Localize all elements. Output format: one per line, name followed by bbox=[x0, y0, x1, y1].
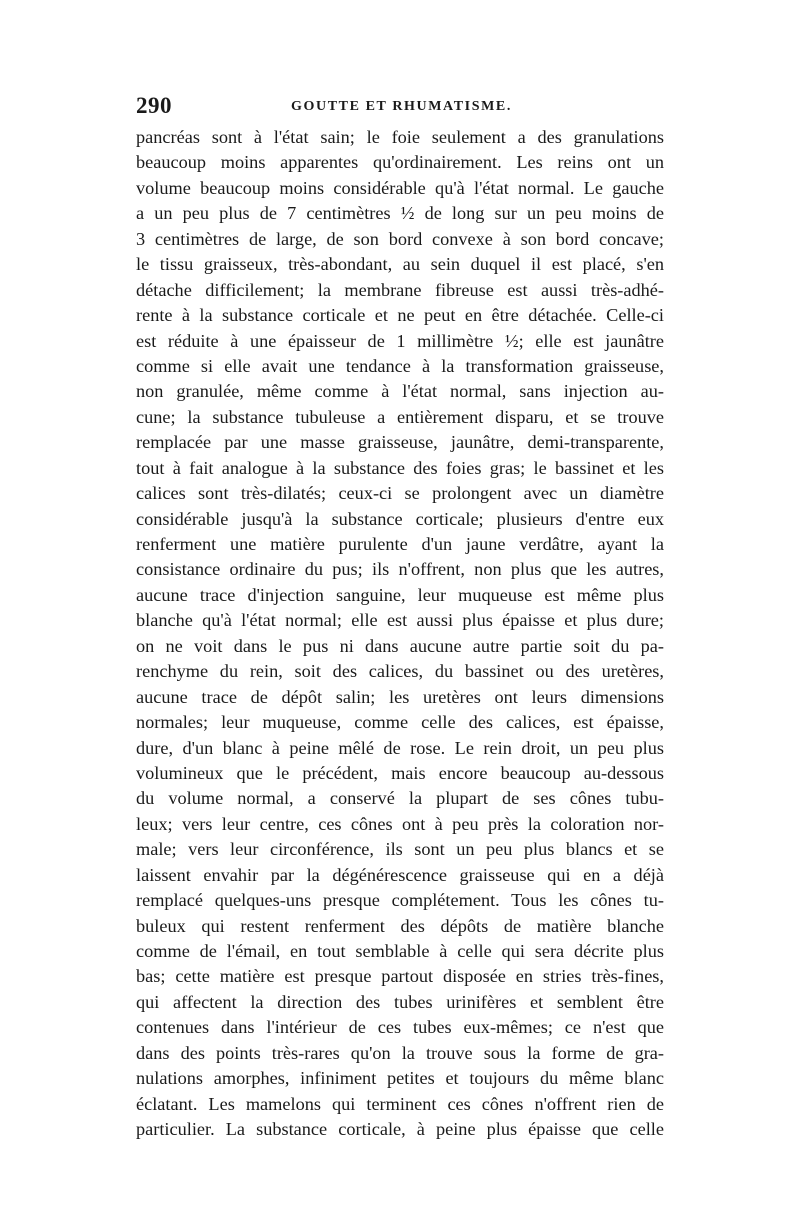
text-line: renferment une matière purulente d'un jaune verdâtre, ayant la bbox=[136, 534, 664, 554]
text-line: rente à la substance corticale et ne peut en être détachée. Celle-ci bbox=[136, 305, 664, 326]
running-title: GOUTTE ET RHUMATISME. bbox=[291, 99, 512, 114]
text-line: remplacé quelques-uns presque complétement. Tous les cônes tu- bbox=[136, 890, 664, 911]
text-line: blanche qu'à l'état normal; elle est aussi plus épaisse et plus dure; bbox=[136, 610, 664, 631]
text-line: éclatant. Les mamelons qui terminent ces cônes n'offrent rien de bbox=[136, 1093, 664, 1114]
book-page bbox=[136, 93, 664, 1143]
text-line: comme si elle avait une tendance à la transformation graisseuse, bbox=[136, 355, 664, 376]
text-line: nulations amorphes, infiniment petites et toujours du même blanc bbox=[136, 1068, 664, 1089]
text-line: particulier. La substance corticale, à peine plus épaisse que celle bbox=[136, 1119, 664, 1140]
text-line: renchyme du rein, soit des calices, du bassinet ou des uretères, bbox=[136, 661, 664, 682]
text-line: pancréas sont à l'état sain; le foie seulement a des granulations bbox=[136, 127, 664, 147]
text-line: volume beaucoup moins considérable qu'à l'état normal. Le gauche bbox=[136, 177, 664, 198]
body-text bbox=[136, 125, 664, 1143]
text-line: normales; leur muqueuse, comme celle des calices, est épaisse, bbox=[136, 712, 664, 733]
text-line: est réduite à une épaisseur de 1 millimètre ½; elle est jaunâtre bbox=[136, 330, 664, 351]
running-head bbox=[136, 93, 664, 121]
text-line: non granulée, même comme à l'état normal, sans injection au- bbox=[136, 381, 664, 402]
text-line: remplacée par une masse graisseuse, jaunâtre, demi-transparente, bbox=[136, 432, 664, 453]
text-line: dans des points très-rares qu'on la trouve sous la forme de gra- bbox=[136, 1042, 664, 1063]
text-line: détache difficilement; la membrane fibreuse est aussi très-adhé- bbox=[136, 279, 664, 300]
text-line: male; vers leur circonférence, ils sont un peu plus blancs et se bbox=[136, 839, 664, 860]
text-line: buleux qui restent renferment des dépôts de matière blanche bbox=[136, 915, 664, 936]
text-line: contenues dans l'intérieur de ces tubes eux-mêmes; ce n'est que bbox=[136, 1017, 664, 1038]
text-line: cune; la substance tubuleuse a entièrement disparu, et se trouve bbox=[136, 406, 664, 427]
text-line: du volume normal, a conservé la plupart de ses cônes tubu- bbox=[136, 788, 664, 809]
text-line: volumineux que le précédent, mais encore beaucoup au-dessous bbox=[136, 762, 664, 783]
text-line: dure, d'un blanc à peine mêlé de rose. Le rein droit, un peu plus bbox=[136, 737, 664, 758]
text-line: beaucoup moins apparentes qu'ordinairement. Les reins ont un bbox=[136, 152, 664, 173]
text-line: aucune trace d'injection sanguine, leur muqueuse est même plus bbox=[136, 584, 664, 605]
text-line: tout à fait analogue à la substance des foies gras; le bassinet et les bbox=[136, 457, 664, 478]
text-line: laissent envahir par la dégénérescence graisseuse qui en a déjà bbox=[136, 864, 664, 885]
text-line: aucune trace de dépôt salin; les uretères ont leurs dimensions bbox=[136, 686, 664, 707]
text-line: 3 centimètres de large, de son bord convexe à son bord concave; bbox=[136, 228, 664, 249]
text-line: comme de l'émail, en tout semblable à celle qui sera décrite plus bbox=[136, 941, 664, 961]
text-line: considérable jusqu'à la substance corticale; plusieurs d'entre eux bbox=[136, 508, 664, 529]
text-line: calices sont très-dilatés; ceux-ci se prolongent avec un diamètre bbox=[136, 483, 664, 504]
text-line: qui affectent la direction des tubes urinifères et semblent être bbox=[136, 991, 664, 1012]
text-line: bas; cette matière est presque partout disposée en stries très-fines, bbox=[136, 966, 664, 987]
text-line: consistance ordinaire du pus; ils n'offrent, non plus que les autres, bbox=[136, 559, 664, 580]
text-line: a un peu plus de 7 centimètres ½ de long sur un peu moins de bbox=[136, 203, 664, 224]
text-line: leux; vers leur centre, ces cônes ont à peu près la coloration nor- bbox=[136, 813, 664, 834]
page-number: 290 bbox=[136, 93, 172, 118]
text-line: le tissu graisseux, très-abondant, au sein duquel il est placé, s'en bbox=[136, 254, 664, 275]
text-line: on ne voit dans le pus ni dans aucune autre partie soit du pa- bbox=[136, 635, 664, 656]
